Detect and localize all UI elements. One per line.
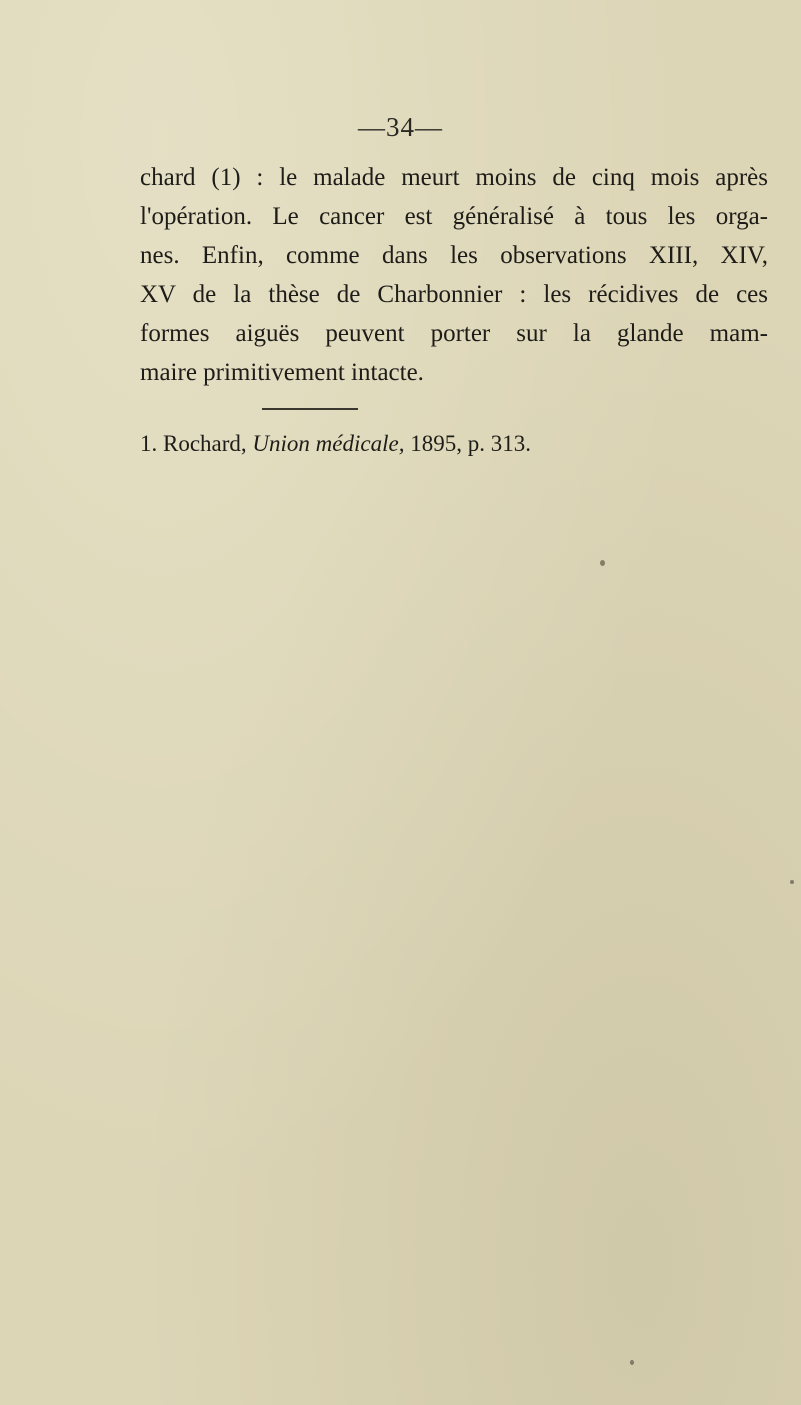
footnote-details: 1895, p. 313. xyxy=(410,431,531,456)
paper-speck xyxy=(790,880,794,884)
page-number: —34— xyxy=(358,112,443,142)
paper-speck xyxy=(630,1360,634,1365)
footnote-separator xyxy=(262,408,358,410)
body-paragraph xyxy=(140,158,768,392)
footnote-marker: 1. xyxy=(140,431,158,456)
paragraph-line: nes. Enfin, comme dans les observations XIII, XIV, xyxy=(140,242,768,269)
paragraph-line: XV de la thèse de Charbonnier : les récidives de ces xyxy=(140,281,768,308)
footnote-journal: Union médicale, xyxy=(252,431,405,456)
paragraph-line: chard (1) : le malade meurt moins de cinq mois après xyxy=(140,164,768,191)
paragraph-line: maire primitivement intacte. xyxy=(140,359,424,386)
paragraph-line: formes aiguës peuvent porter sur la glande mam- xyxy=(140,320,768,347)
footnote-author: Rochard, xyxy=(163,431,247,456)
paper-speck xyxy=(600,560,605,566)
footnote xyxy=(140,427,768,461)
paragraph-line: l'opération. Le cancer est généralisé à tous les orga- xyxy=(140,203,768,230)
